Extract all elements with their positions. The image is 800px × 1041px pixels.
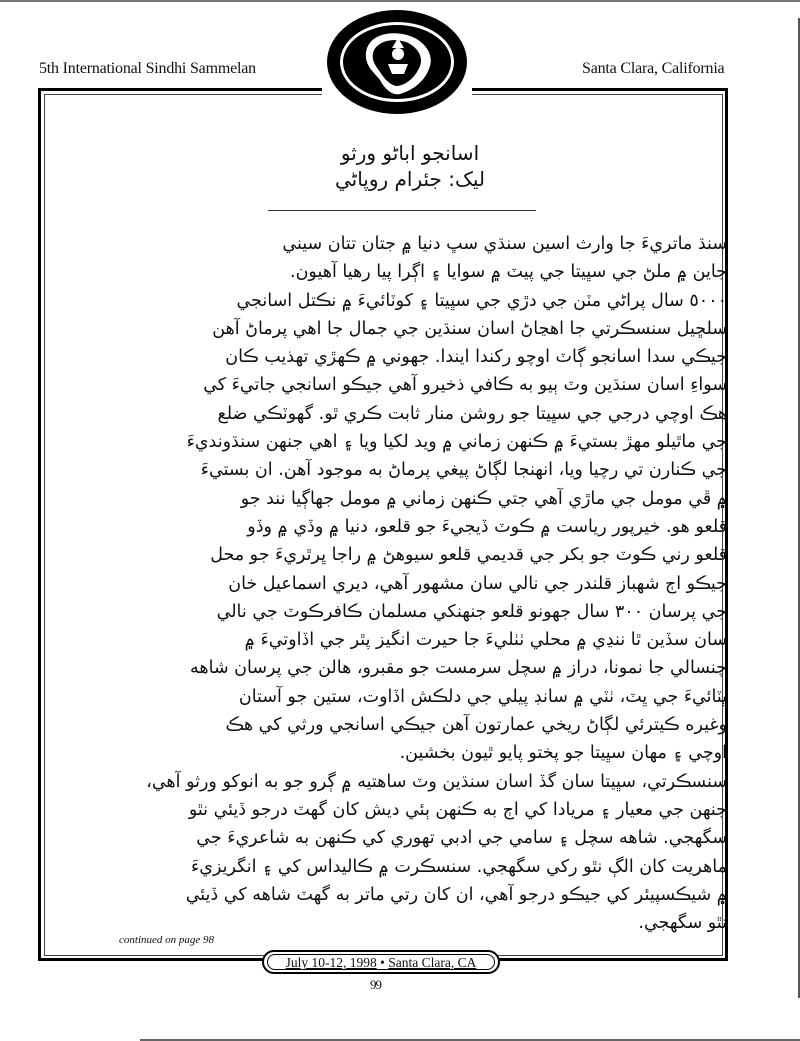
continued-note: continued on page 98 xyxy=(119,934,215,946)
article-title xyxy=(270,140,550,192)
body-line: ٥٠٠٠ سال پراڻي مٽن جي دڙي جي سڀيتا ۽ کوٽائيءَ ۾ نڪتل اسانجي xyxy=(236,290,727,311)
body-line: سان سڏين ٿا ننڍي ۾ محلي ٺٺليءَ جا حيرت انگيز پٿر جي اڏاوتيءَ ۾ xyxy=(244,630,727,651)
body-line: هڪ اوچي درجي جي سڀيتا جو روشن منار ثابت ڪري ٿو. گهوٽڪي ضلع xyxy=(217,403,727,424)
header-location: Santa Clara, California xyxy=(582,60,725,77)
body-line: قلعو رني ڪوٽ جو بکر جي قديمي قلعو سيوهڻ ۾ راجا ڀرٿريءَ جو محل xyxy=(210,545,727,566)
body-line: جنهن جي معيار ۽ مريادا کي اڄ به ڪنهن ٻئي ديش کان گهٽ درجو ڏيئي نٿو xyxy=(188,799,727,820)
body-line: ماهريت کان الڳ نٿو رکي سگهجي. سنسڪرت ۾ ڪاليداس کي ۽ انگريزيءَ xyxy=(191,856,727,877)
article-author-line: ليک: جئرام روپاڻي xyxy=(334,167,486,191)
header-event-name: 5th International Sindhi Sammelan xyxy=(39,60,256,77)
body-line: جي پرسان ٣٠٠ سال جهونو قلعو جنهنکي مسلمان ڪافرڪوٽ جي نالي xyxy=(216,601,727,622)
scan-edge-top xyxy=(0,0,800,2)
body-line: ڀٽائيءَ جي ڀٽ، ٺٽي ۾ سانڊ پيلي جي دلڪش اڏاوت، ستين جو آستان xyxy=(238,686,727,707)
body-line: سگهجي. شاهه سچل ۽ سامي جي ادبي تهوري کي ڪنهن به شاعريءَ جي xyxy=(196,828,727,849)
body-line: قلعو هو. خيرپور رياست ۾ ڪوٽ ڏيجيءَ جو قلعو، دنيا ۾ وڏي ۾ وڏو xyxy=(247,516,727,537)
body-line: ۾ ڦي مومل جي ماڙي آهي جتي ڪنهن زماني ۾ مومل جهاڳيا نند جو xyxy=(240,488,727,509)
footer-date: July 10-12, 1998 xyxy=(285,955,377,970)
body-line: جاين ۾ ملڻ جي سڀيتا جي پيٽ ۾ سوايا ۽ اڳرا پيا رهيا آهيون. xyxy=(290,262,727,283)
body-line: نٿو سگهجي. xyxy=(638,913,727,934)
body-line: سنسڪرتي، سڀيتا سان گڏ اسان سنڌين وٽ ساهتيه ۾ ڳرو جو به انوکو ورثو آهي، xyxy=(146,771,727,792)
body-line: چنسالي جا نمونا، دراز ۾ سچل سرمست جو مقبرو، هالن جي پرسان شاهه xyxy=(190,658,727,679)
body-line: جيڪو اڄ شهباز قلندر جي نالي سان مشهور آهي، ديري اسماعيل خان xyxy=(228,573,727,594)
article-body xyxy=(120,230,727,937)
body-line: جي ماٿيلو مهڙ بستيءَ ۾ ڪنهن زماني ۾ ويد لکيا ويا ۽ اهي جنهن سنڌونديءَ xyxy=(186,432,727,453)
body-line: اوچي ۽ مهان سڀيتا جو پختو پايو ٿيون بخشين. xyxy=(399,743,727,764)
body-line: سنڌ ماتريءَ جا وارث اسين سنڌي سڀ دنيا ۾ جتان تتان سيني xyxy=(282,234,727,254)
article-title-line: اسانجو اباڻو ورثو xyxy=(340,141,480,165)
title-underline xyxy=(268,210,536,211)
body-line: وغيره ڪيترئي لڳاڻ ريخي عمارتون آهن جيڪي اسانجي ورثي کي هڪ xyxy=(225,715,727,736)
footer-separator: • xyxy=(380,955,385,970)
page-number: 99 xyxy=(370,977,381,992)
sammelan-logo-icon xyxy=(322,8,472,116)
body-line: جيڪي سدا اسانجو ڳاٽ اوچو رکندا ايندا. جهوني ۾ ڪهڙي تهذيب ڪان xyxy=(225,347,727,368)
body-line: جي ڪنارن تي رچيا ويا، انهنجا لڳاڻ پيغي پرماڻ به موجود آهن. ان بستيءَ xyxy=(200,460,727,481)
footer-location: Santa Clara, CA xyxy=(388,955,477,970)
body-line: سواءِ اسان سنڌين وٽ ٻيو به ڪافي ذخيرو آهي جيڪو اسانجي جاتيءَ کي xyxy=(203,375,727,396)
body-line: ۾ شيڪسپيئر کي جيڪو درجو آهي، ان کان رتي ماتر به گهٽ شاهه کي ڏيئي xyxy=(185,884,727,905)
body-line: سلڇيل سنسڪرتي جا اهڃاڻ اسان سنڌين جي جمال جا اهي پرماڻ آهن xyxy=(212,318,727,339)
footer-event-badge xyxy=(262,950,500,974)
